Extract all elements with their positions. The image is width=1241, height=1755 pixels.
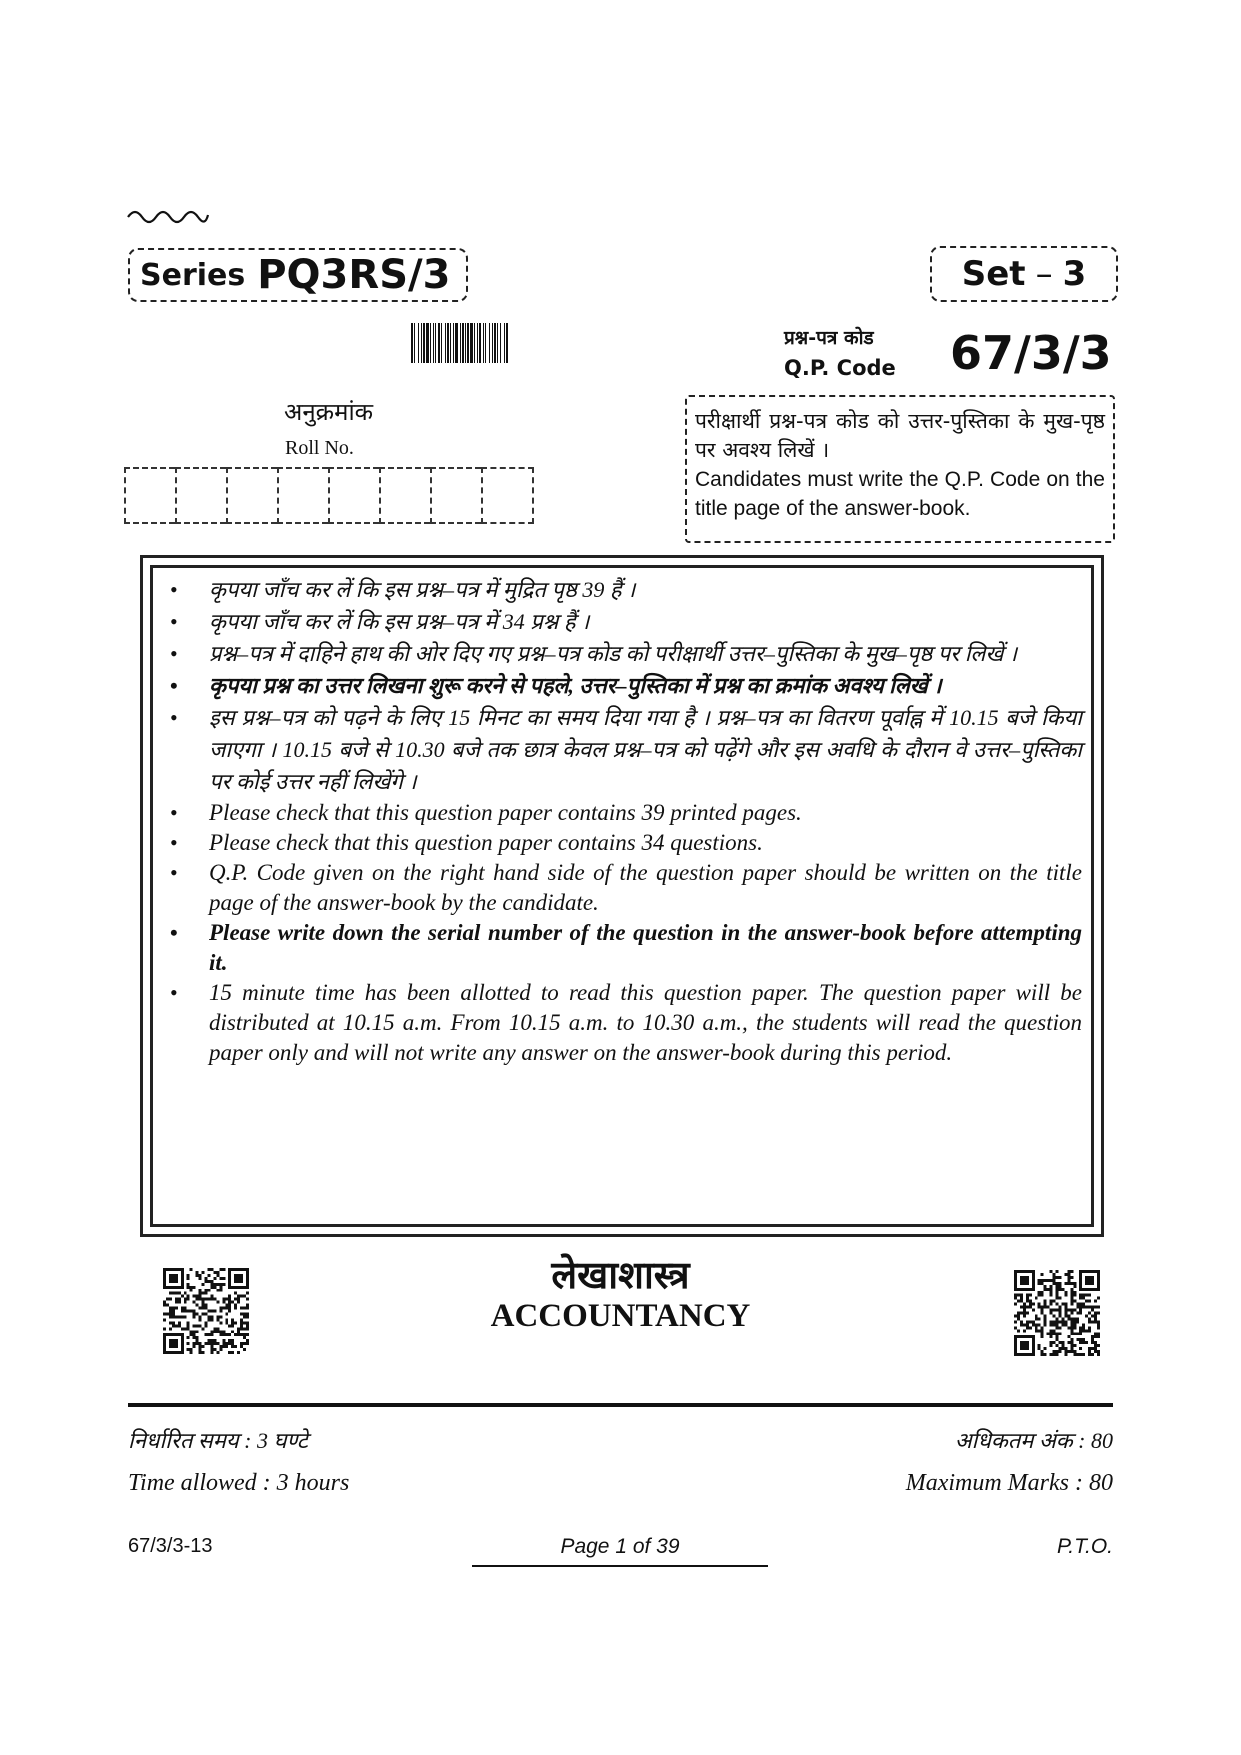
subject-title-hi: लेखाशास्त्र [551, 1253, 690, 1297]
set-label: Set [961, 254, 1026, 294]
barcode-icon [411, 323, 609, 363]
roll-digit-box[interactable] [481, 467, 534, 524]
roll-label-en: Roll No. [285, 437, 354, 459]
instructions-list [162, 574, 1082, 1068]
roll-digit-box[interactable] [175, 467, 226, 524]
roll-digit-box[interactable] [430, 467, 481, 524]
footer-divider [472, 1565, 768, 1567]
instruction-item: • Please check that this question paper contains 34 questions. [162, 828, 1082, 858]
tilde-mark-icon [126, 205, 210, 225]
instruction-item: • Please write down the serial number of the question in the answer-book before attempting it. [162, 918, 1082, 978]
instruction-item: • इस प्रश्न–पत्र को पढ़ने के लिए 15 मिनट का समय दिया गया है । प्रश्न–पत्र का वितरण पूर्वाह्न में 10.15 बजे किया जाएगा । 10.15 बजे से 10.30 बजे तक छात्र केवल प्रश्न–पत्र को पढ़ेंगे और इस अवधि के दौरान वे उत्तर–पुस्तिका पर कोई उत्तर नहीं लिखेंगे । [162, 702, 1082, 798]
qp-code-labels [784, 324, 896, 380]
candidate-note-en: Candidates must write the Q.P. Code on the title page of the answer-book. [695, 468, 1105, 520]
qp-code-label-en: Q.P. Code [784, 356, 896, 380]
set-box [930, 246, 1118, 302]
qp-code-value: 67/3/3 [950, 326, 1112, 380]
instruction-item: • कृपया जाँच कर लें कि इस प्रश्न–पत्र में 34 प्रश्न हैं । [162, 606, 1082, 638]
instruction-item: • कृपया प्रश्न का उत्तर लिखना शुरू करने से पहले, उत्तर–पुस्तिका में प्रश्न का क्रमांक अवश्य लिखें । [162, 670, 1082, 702]
instruction-item: • कृपया जाँच कर लें कि इस प्रश्न–पत्र में मुद्रित पृष्ठ 39 हैं । [162, 574, 1082, 606]
candidate-note-hi: परीक्षार्थी प्रश्न-पत्र कोड को उत्तर-पुस्तिका के मुख-पृष्ठ पर अवश्य लिखें । [695, 409, 1105, 462]
footer-page-number: Page 1 of 39 [560, 1535, 680, 1558]
subject-title-en: ACCOUNTANCY [490, 1298, 751, 1334]
series-value: PQ3RS/3 [257, 252, 451, 298]
instruction-item: • 15 minute time has been allotted to read this question paper. The question paper will be distributed at 10.15 a.m. From 10.15 a.m. to 10.30 a.m., the students will read the question paper only and will not write any answer on the answer-book during this period. [162, 978, 1082, 1068]
roll-digit-box[interactable] [277, 467, 328, 524]
max-marks-hi: अधिकतम अंक : 80 [954, 1428, 1113, 1453]
footer-paper-code: 67/3/3-13 [128, 1535, 213, 1557]
set-dash: – [1035, 254, 1053, 294]
roll-digit-box[interactable] [226, 467, 277, 524]
instruction-item: • प्रश्न–पत्र में दाहिने हाथ की ओर दिए गए प्रश्न–पत्र कोड को परीक्षार्थी उत्तर–पुस्तिका के मुख–पृष्ठ पर लिखें । [162, 638, 1082, 670]
candidate-note-box [685, 395, 1115, 543]
series-box [128, 248, 468, 302]
instruction-item: • Please check that this question paper contains 39 printed pages. [162, 798, 1082, 828]
divider [128, 1403, 1113, 1407]
roll-digit-box[interactable] [379, 467, 430, 524]
roll-label-hi: अनुक्रमांक [284, 400, 374, 426]
roll-digit-box[interactable] [124, 467, 175, 524]
max-marks-en: Maximum Marks : 80 [905, 1470, 1113, 1496]
series-label: Series [140, 257, 246, 293]
roll-digit-box[interactable] [328, 467, 379, 524]
roll-number-boxes[interactable] [124, 467, 534, 524]
footer-pto: P.T.O. [1056, 1535, 1113, 1558]
set-value: 3 [1062, 254, 1087, 294]
instruction-item: • Q.P. Code given on the right hand side of the question paper should be written on the title page of the answer-book by the candidate. [162, 858, 1082, 918]
time-allowed-en: Time allowed : 3 hours [128, 1470, 350, 1496]
qp-code-label-hi: प्रश्न-पत्र कोड [784, 327, 874, 349]
time-allowed-hi: निर्धारित समय : 3 घण्टे [128, 1428, 308, 1453]
